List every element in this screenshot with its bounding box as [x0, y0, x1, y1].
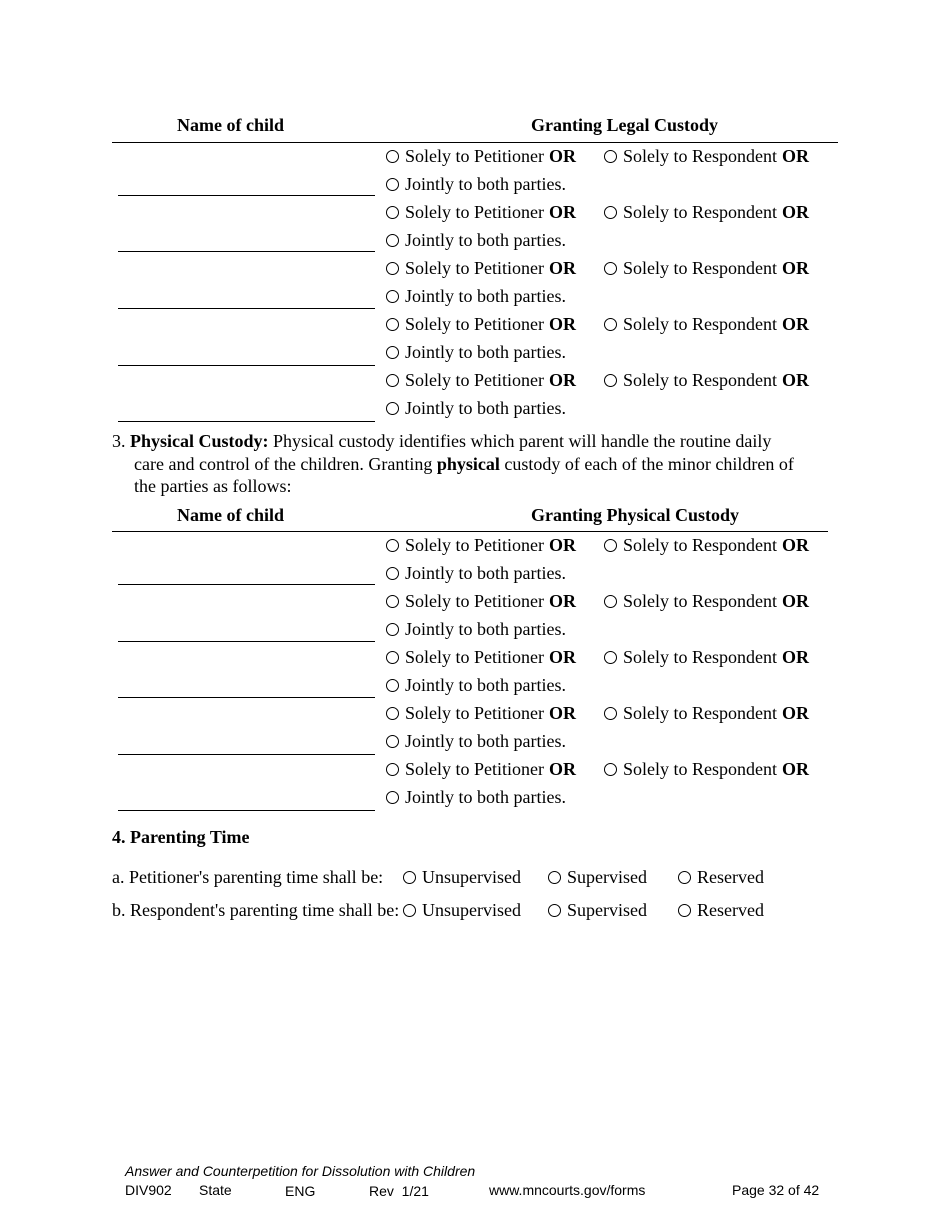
radio-circle-icon[interactable]: [604, 206, 617, 219]
parenting-time-heading: 4. Parenting Time: [112, 827, 250, 847]
radio-circle-icon[interactable]: [386, 791, 399, 804]
radio-circle-icon[interactable]: [386, 679, 399, 692]
legal-row-5-name-field[interactable]: [118, 421, 375, 422]
radio-circle-icon[interactable]: [604, 318, 617, 331]
physical-custody-header: Granting Physical Custody: [531, 505, 740, 525]
physical-row-4-joint-option[interactable]: Jointly to both parties.: [386, 731, 566, 752]
radio-circle-icon[interactable]: [386, 150, 399, 163]
radio-circle-icon[interactable]: [386, 595, 399, 608]
radio-circle-icon[interactable]: [386, 346, 399, 359]
legal-row-2-respondent-option[interactable]: Solely to Respondent OR: [604, 202, 809, 223]
physical-row-1-name-field[interactable]: [118, 584, 375, 585]
legal-row-1-respondent-option[interactable]: Solely to Respondent OR: [604, 146, 809, 167]
radio-circle-icon[interactable]: [386, 735, 399, 748]
radio-circle-icon[interactable]: [403, 904, 416, 917]
radio-circle-icon[interactable]: [604, 539, 617, 552]
legal-row-4-petitioner-option[interactable]: Solely to Petitioner OR: [386, 314, 576, 335]
physical-row-3-respondent-option[interactable]: Solely to Respondent OR: [604, 647, 809, 668]
radio-circle-icon[interactable]: [386, 567, 399, 580]
legal-row-5-respondent-option[interactable]: Solely to Respondent OR: [604, 370, 809, 391]
legal-row-5-joint-option[interactable]: Jointly to both parties.: [386, 398, 566, 419]
footer-form-title: Answer and Counterpetition for Dissolution with Children: [125, 1163, 476, 1179]
physical-row-2-name-field[interactable]: [118, 641, 375, 642]
petitioner-reserved-option[interactable]: Reserved: [678, 867, 764, 888]
physical-row-3-name-field[interactable]: [118, 697, 375, 698]
legal-row-1-name-field[interactable]: [118, 195, 375, 196]
petitioner-unsupervised-option[interactable]: Unsupervised: [403, 867, 521, 888]
radio-circle-icon[interactable]: [386, 707, 399, 720]
radio-circle-icon[interactable]: [604, 651, 617, 664]
legal-name-of-child-header: Name of child: [177, 115, 284, 135]
radio-circle-icon[interactable]: [386, 374, 399, 387]
footer-website[interactable]: www.mncourts.gov/forms: [489, 1182, 646, 1198]
physical-row-4-petitioner-option[interactable]: Solely to Petitioner OR: [386, 703, 576, 724]
radio-circle-icon[interactable]: [386, 178, 399, 191]
physical-line-3: the parties as follows:: [134, 476, 292, 496]
physical-row-5-joint-option[interactable]: Jointly to both parties.: [386, 787, 566, 808]
radio-circle-icon[interactable]: [604, 595, 617, 608]
footer-language: ENG: [285, 1183, 316, 1199]
petitioner-parenting-time-label: a. Petitioner's parenting time shall be:: [112, 867, 384, 887]
physical-row-1-joint-option[interactable]: Jointly to both parties.: [386, 563, 566, 584]
radio-circle-icon[interactable]: [386, 402, 399, 415]
radio-circle-icon[interactable]: [386, 539, 399, 552]
radio-circle-icon[interactable]: [403, 871, 416, 884]
radio-circle-icon[interactable]: [386, 318, 399, 331]
footer-jurisdiction: State: [199, 1182, 232, 1198]
radio-circle-icon[interactable]: [386, 206, 399, 219]
legal-row-3-petitioner-option[interactable]: Solely to Petitioner OR: [386, 258, 576, 279]
physical-line-1: 3. Physical Custody: Physical custody identifies which parent will handle the routine daily: [112, 431, 772, 451]
legal-row-3-joint-option[interactable]: Jointly to both parties.: [386, 286, 566, 307]
physical-row-2-petitioner-option[interactable]: Solely to Petitioner OR: [386, 591, 576, 612]
physical-row-3-joint-option[interactable]: Jointly to both parties.: [386, 675, 566, 696]
respondent-reserved-option[interactable]: Reserved: [678, 900, 764, 921]
legal-row-2-petitioner-option[interactable]: Solely to Petitioner OR: [386, 202, 576, 223]
radio-circle-icon[interactable]: [604, 262, 617, 275]
footer-form-code: DIV902: [125, 1182, 172, 1198]
legal-row-4-name-field[interactable]: [118, 365, 375, 366]
legal-row-2-name-field[interactable]: [118, 251, 375, 252]
legal-row-3-name-field[interactable]: [118, 308, 375, 309]
legal-row-4-joint-option[interactable]: Jointly to both parties.: [386, 342, 566, 363]
physical-row-4-respondent-option[interactable]: Solely to Respondent OR: [604, 703, 809, 724]
radio-circle-icon[interactable]: [678, 904, 691, 917]
physical-row-5-respondent-option[interactable]: Solely to Respondent OR: [604, 759, 809, 780]
physical-row-5-name-field[interactable]: [118, 810, 375, 811]
physical-line-2: care and control of the children. Granting physical custody of each of the minor children of: [134, 453, 794, 474]
radio-circle-icon[interactable]: [386, 262, 399, 275]
physical-custody-paragraph: [112, 430, 832, 498]
physical-row-2-joint-option[interactable]: Jointly to both parties.: [386, 619, 566, 640]
radio-circle-icon[interactable]: [386, 763, 399, 776]
radio-circle-icon[interactable]: [386, 651, 399, 664]
radio-circle-icon[interactable]: [386, 623, 399, 636]
footer-revision: Rev 1/21: [369, 1183, 429, 1199]
legal-row-2-joint-option[interactable]: Jointly to both parties.: [386, 230, 566, 251]
legal-header-rule: [112, 142, 838, 143]
radio-circle-icon[interactable]: [678, 871, 691, 884]
legal-row-3-respondent-option[interactable]: Solely to Respondent OR: [604, 258, 809, 279]
radio-circle-icon[interactable]: [386, 290, 399, 303]
radio-circle-icon[interactable]: [548, 871, 561, 884]
petitioner-supervised-option[interactable]: Supervised: [548, 867, 647, 888]
physical-name-of-child-header: Name of child: [177, 505, 284, 525]
physical-row-3-petitioner-option[interactable]: Solely to Petitioner OR: [386, 647, 576, 668]
radio-circle-icon[interactable]: [604, 763, 617, 776]
legal-row-4-respondent-option[interactable]: Solely to Respondent OR: [604, 314, 809, 335]
legal-row-1-joint-option[interactable]: Jointly to both parties.: [386, 174, 566, 195]
radio-circle-icon[interactable]: [604, 707, 617, 720]
physical-row-4-name-field[interactable]: [118, 754, 375, 755]
legal-row-1-petitioner-option[interactable]: Solely to Petitioner OR: [386, 146, 576, 167]
footer-page-number: Page 32 of 42: [732, 1182, 820, 1198]
physical-row-1-respondent-option[interactable]: Solely to Respondent OR: [604, 535, 809, 556]
radio-circle-icon[interactable]: [386, 234, 399, 247]
legal-custody-header: Granting Legal Custody: [531, 115, 719, 135]
physical-header-rule: [112, 531, 828, 532]
respondent-supervised-option[interactable]: Supervised: [548, 900, 647, 921]
physical-row-2-respondent-option[interactable]: Solely to Respondent OR: [604, 591, 809, 612]
respondent-parenting-time-label: b. Respondent's parenting time shall be:: [112, 900, 400, 920]
radio-circle-icon[interactable]: [604, 150, 617, 163]
radio-circle-icon[interactable]: [548, 904, 561, 917]
radio-circle-icon[interactable]: [604, 374, 617, 387]
respondent-unsupervised-option[interactable]: Unsupervised: [403, 900, 521, 921]
physical-row-1-petitioner-option[interactable]: Solely to Petitioner OR: [386, 535, 576, 556]
physical-row-5-petitioner-option[interactable]: Solely to Petitioner OR: [386, 759, 576, 780]
legal-row-5-petitioner-option[interactable]: Solely to Petitioner OR: [386, 370, 576, 391]
